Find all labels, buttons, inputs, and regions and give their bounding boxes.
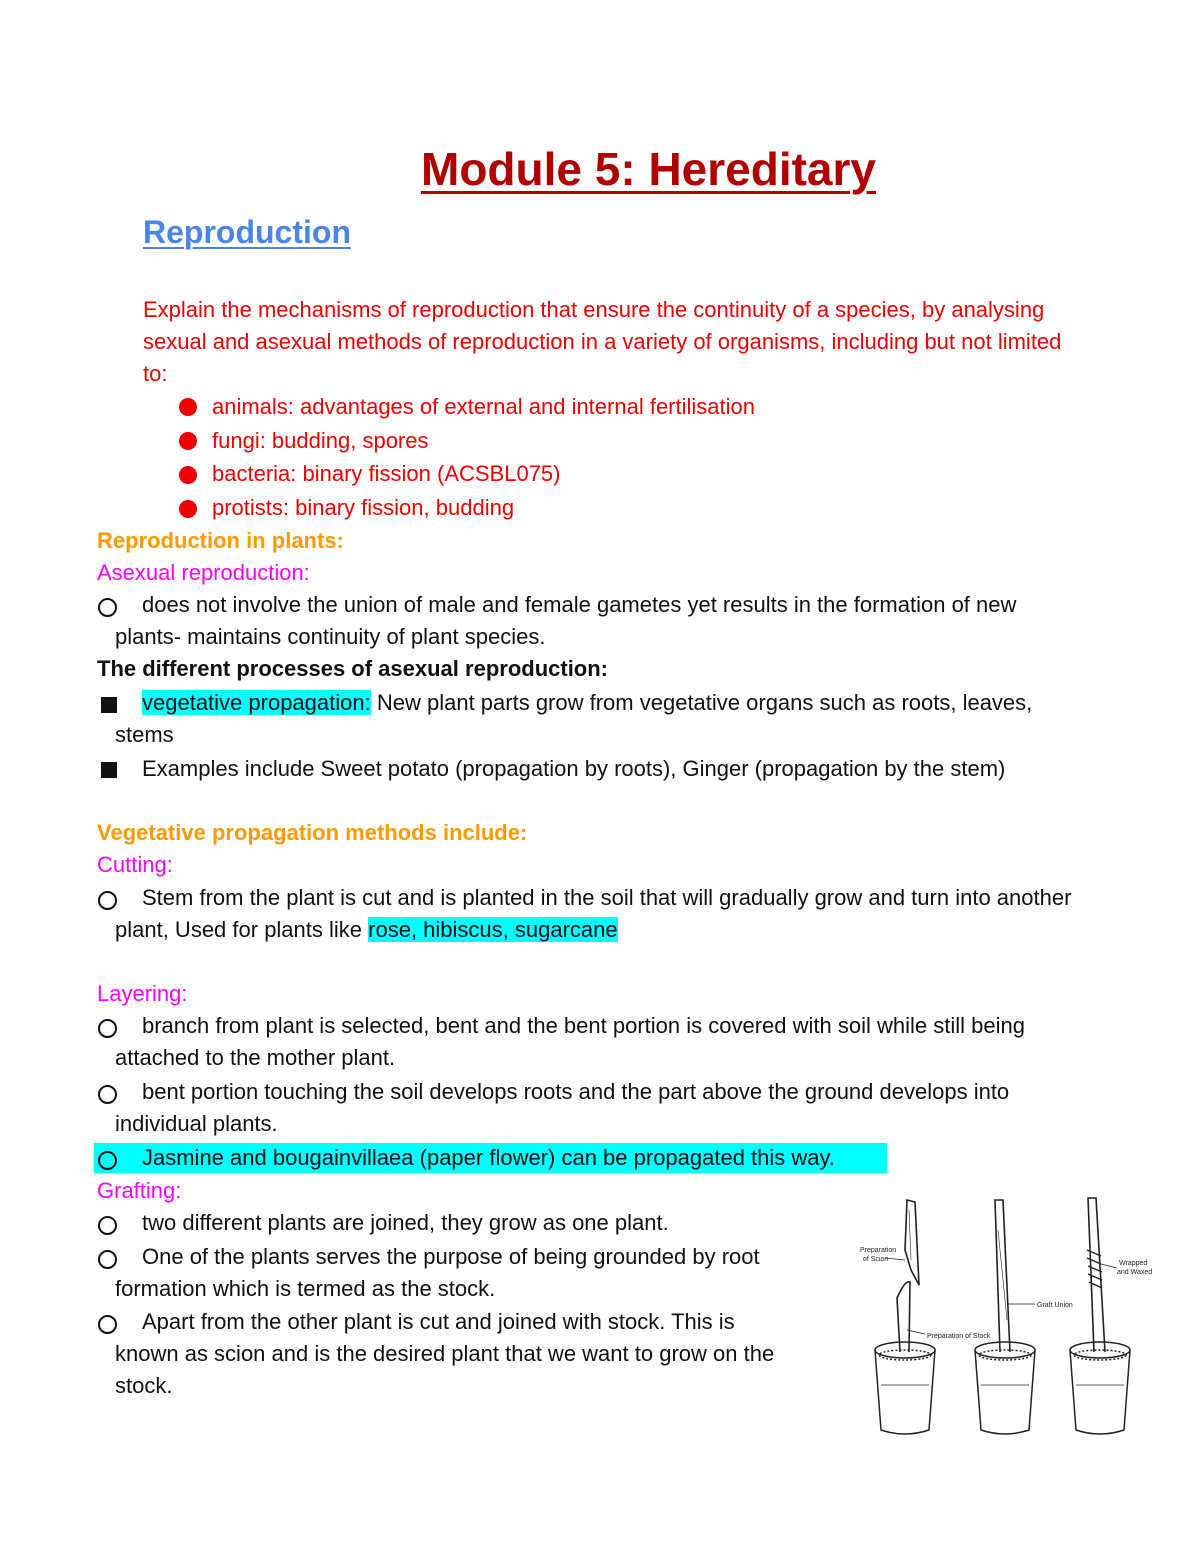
section-heading-reproduction: Reproduction: [143, 214, 351, 250]
syllabus-intro-line: to:: [143, 361, 168, 386]
list-item-text: Jasmine and bougainvillaea (paper flower) can be propagated this way.: [142, 1145, 836, 1170]
list-item-text: [142, 687, 1032, 719]
syllabus-intro-line: Explain the mechanisms of reproduction that ensure the continuity of a species, by analysing: [143, 297, 1045, 322]
page-title: Module 5: Hereditary: [421, 143, 876, 195]
red-bullet-icon: [179, 466, 197, 484]
asexual-heading: Asexual reproduction:: [97, 560, 310, 585]
list-item-text: plants- maintains continuity of plant species.: [115, 624, 546, 649]
figure-label: of Scion: [863, 1256, 889, 1263]
list-item-text: One of the plants serves the purpose of being grounded by root: [142, 1244, 760, 1269]
grafting-heading: Grafting:: [97, 1178, 182, 1203]
list-item-text: two different plants are joined, they grow as one plant.: [142, 1210, 669, 1235]
syllabus-intro-line: sexual and asexual methods of reproduction in a variety of organisms, including but not limited: [143, 329, 1062, 354]
list-item-text: attached to the mother plant.: [115, 1045, 396, 1070]
figure-label: Wrapped: [1119, 1260, 1148, 1267]
syllabus-bullet: protists: binary fission, budding: [212, 495, 515, 520]
methods-heading: Vegetative propagation methods include:: [97, 820, 528, 845]
list-item-text: [115, 914, 618, 946]
syllabus-bullet: fungi: budding, spores: [212, 428, 429, 453]
list-item-text: stems: [115, 722, 174, 747]
list-item-text: branch from plant is selected, bent and the bent portion is covered with soil while still being: [142, 1013, 1025, 1038]
red-bullet-icon: [179, 432, 197, 450]
list-item-text: Stem from the plant is cut and is planted in the soil that will gradually grow and turn into another: [142, 885, 1072, 910]
hollow-bullet-icon: [98, 1019, 117, 1038]
figure-label: and Waxed: [1117, 1269, 1153, 1276]
figure-label: Preparation: [860, 1247, 897, 1254]
highlighted-term: vegetative propagation:: [142, 690, 371, 715]
list-item-text: bent portion touching the soil develops roots and the part above the ground develops into: [142, 1079, 1010, 1104]
highlighted-plants: rose, hibiscus, sugarcane: [368, 917, 618, 942]
hollow-bullet-icon: [98, 1315, 117, 1334]
hollow-bullet-icon: [98, 891, 117, 910]
red-bullet-icon: [179, 398, 197, 416]
pot-icon: [1070, 1342, 1130, 1434]
square-bullet-icon: [101, 697, 117, 713]
hollow-bullet-icon: [98, 1151, 117, 1170]
list-item-text: formation which is termed as the stock.: [115, 1276, 496, 1301]
pot-icon: [975, 1342, 1035, 1434]
processes-heading: The different processes of asexual reproduction:: [97, 656, 609, 681]
list-item-text: Examples include Sweet potato (propagation by roots), Ginger (propagation by the stem): [142, 756, 1006, 781]
figure-label: Preparation of Stock: [927, 1333, 991, 1340]
cutting-heading: Cutting:: [97, 852, 173, 877]
hollow-bullet-icon: [98, 1216, 117, 1235]
square-bullet-icon: [101, 762, 117, 778]
syllabus-bullet: bacteria: binary fission (ACSBL075): [212, 461, 561, 486]
layering-heading: Layering:: [97, 981, 188, 1006]
red-bullet-icon: [179, 500, 197, 518]
definition-text: New plant parts grow from vegetative organs such as roots, leaves,: [376, 690, 1033, 715]
list-item-text: stock.: [115, 1373, 173, 1398]
grafting-illustration: [845, 1190, 1155, 1450]
hollow-bullet-icon: [98, 1085, 117, 1104]
list-item-text: Apart from the other plant is cut and joined with stock. This is: [142, 1309, 735, 1334]
hollow-bullet-icon: [98, 1250, 117, 1269]
pot-icon: [875, 1342, 935, 1434]
plants-heading: Reproduction in plants:: [97, 528, 344, 553]
list-item-text: individual plants.: [115, 1111, 278, 1136]
list-item-text: known as scion and is the desired plant that we want to grow on the: [115, 1341, 775, 1366]
list-item-text: does not involve the union of male and female gametes yet results in the formation of new: [142, 592, 1017, 617]
cutting-text: plant, Used for plants like: [115, 917, 369, 942]
hollow-bullet-icon: [98, 598, 117, 617]
figure-label: Graft Union: [1037, 1302, 1073, 1309]
syllabus-bullet: animals: advantages of external and internal fertilisation: [212, 394, 755, 419]
